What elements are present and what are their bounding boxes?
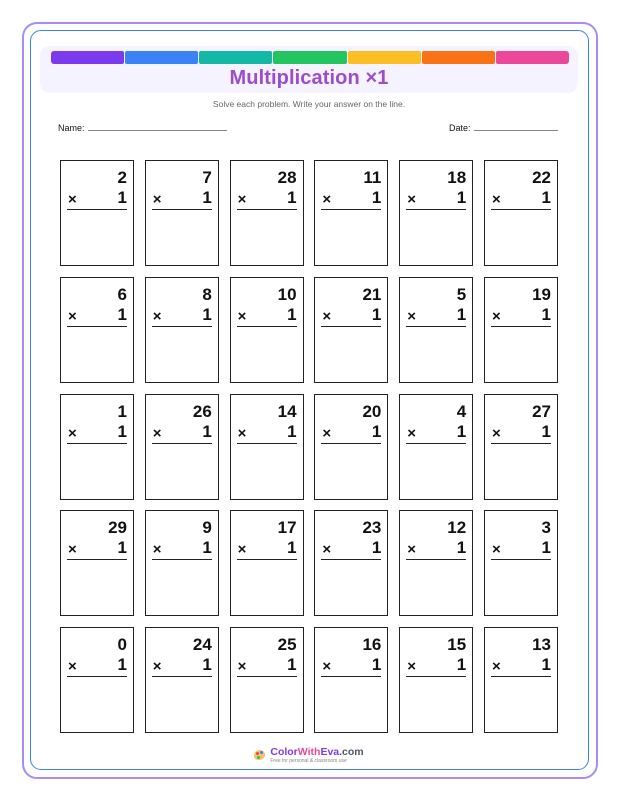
multiplicand: 23: [362, 518, 382, 538]
problem-card: [484, 510, 558, 616]
multiplicand: 3: [541, 518, 551, 538]
multiply-symbol: ×: [407, 658, 416, 676]
color-bar-segment: [273, 51, 346, 64]
multiply-symbol: ×: [237, 424, 247, 442]
problem-card: [399, 627, 473, 733]
multiply-symbol: ×: [152, 307, 162, 325]
answer-line[interactable]: [321, 443, 381, 444]
answer-line[interactable]: [406, 559, 466, 560]
multiply-symbol: ×: [68, 307, 77, 325]
multiplier: 1: [456, 538, 467, 558]
problem-card: [314, 394, 388, 500]
multiply-symbol: ×: [152, 424, 162, 442]
color-bar-segment: [199, 51, 272, 64]
multiplicand: 27: [532, 401, 551, 421]
answer-line[interactable]: [237, 676, 297, 677]
color-bar-segment: [348, 51, 421, 64]
multiplier: 1: [456, 421, 467, 441]
problem-card: [145, 627, 219, 733]
problem-card: [399, 394, 473, 500]
multiplier: 1: [202, 188, 212, 207]
multiply-symbol: ×: [322, 658, 332, 676]
multiplicand: 7: [202, 168, 212, 187]
answer-line[interactable]: [237, 209, 297, 210]
multiply-symbol: ×: [237, 541, 247, 559]
color-bar-segment: [422, 51, 495, 64]
multiply-symbol: ×: [491, 658, 501, 676]
multiplier: 1: [371, 304, 382, 324]
answer-line[interactable]: [491, 559, 551, 560]
answer-line[interactable]: [491, 443, 551, 444]
multiplier: 1: [541, 538, 551, 558]
multiply-symbol: ×: [322, 541, 332, 559]
answer-line[interactable]: [152, 326, 212, 327]
multiply-symbol: ×: [68, 658, 77, 676]
name-blank-line[interactable]: [88, 122, 227, 131]
multiplier: 1: [202, 538, 212, 558]
multiplier: 1: [117, 188, 127, 207]
multiplicand: 10: [277, 284, 297, 304]
multiplier: 1: [456, 188, 467, 207]
problem-card: [60, 510, 134, 616]
multiply-symbol: ×: [407, 191, 416, 208]
multiplicand: 0: [117, 635, 127, 655]
multiplier: 1: [202, 421, 212, 441]
multiply-symbol: ×: [237, 658, 247, 676]
problem-card: [60, 627, 134, 733]
answer-line[interactable]: [237, 326, 297, 327]
rainbow-color-bar: [51, 51, 569, 64]
date-label: Date:: [449, 123, 471, 133]
multiplier: 1: [541, 421, 551, 441]
problem-card: [314, 510, 388, 616]
brand-tagline: Free for personal & classroom use: [270, 757, 347, 764]
answer-line[interactable]: [237, 443, 297, 444]
multiplicand: 8: [202, 284, 212, 304]
date-field: [449, 122, 558, 133]
multiplier: 1: [456, 304, 467, 324]
multiplicand: 4: [456, 401, 467, 421]
problem-card: [484, 160, 558, 266]
multiplicand: 26: [192, 401, 212, 421]
multiply-symbol: ×: [322, 424, 332, 442]
multiplicand: 20: [362, 401, 382, 421]
multiplier: 1: [287, 655, 297, 675]
answer-line[interactable]: [491, 676, 551, 677]
multiply-symbol: ×: [237, 307, 247, 325]
answer-line[interactable]: [67, 326, 127, 327]
brand-logo[interactable]: [270, 747, 363, 764]
answer-line[interactable]: [152, 209, 212, 210]
answer-line[interactable]: [491, 209, 551, 210]
multiply-symbol: ×: [407, 424, 416, 442]
multiply-symbol: ×: [152, 541, 162, 559]
multiplicand: 17: [277, 518, 297, 538]
problem-card: [230, 277, 304, 383]
multiply-symbol: ×: [152, 191, 162, 208]
multiplicand: 21: [362, 284, 382, 304]
problem-card: [314, 160, 388, 266]
multiplicand: 24: [192, 635, 212, 655]
multiplicand: 25: [277, 635, 297, 655]
answer-line[interactable]: [67, 209, 127, 210]
problem-card: [60, 394, 134, 500]
multiplier: 1: [287, 304, 297, 324]
problem-card: [484, 394, 558, 500]
multiplier: 1: [117, 538, 127, 558]
problem-card: [60, 160, 134, 266]
name-label: Name:: [58, 123, 85, 133]
palette-icon: [254, 749, 266, 761]
multiplier: 1: [541, 655, 551, 675]
problem-card: [399, 160, 473, 266]
problem-card: [314, 627, 388, 733]
answer-line[interactable]: [491, 326, 551, 327]
multiplier: 1: [117, 421, 127, 441]
worksheet-title: Multiplication ×1: [229, 67, 389, 89]
answer-line[interactable]: [321, 209, 381, 210]
problem-card: [145, 277, 219, 383]
multiply-symbol: ×: [322, 307, 332, 325]
multiplier: 1: [541, 304, 551, 324]
answer-line[interactable]: [152, 443, 212, 444]
problem-card: [230, 627, 304, 733]
multiplicand: 2: [117, 168, 127, 187]
multiplier: 1: [287, 538, 297, 558]
multiplier: 1: [287, 188, 297, 207]
problem-card: [484, 627, 558, 733]
multiply-symbol: ×: [491, 541, 501, 559]
multiplier: 1: [117, 655, 127, 675]
brand-name: ColorWithEva.com: [270, 746, 364, 758]
answer-line[interactable]: [321, 676, 381, 677]
problem-card: [230, 394, 304, 500]
problem-card: [145, 394, 219, 500]
problem-card: [60, 277, 134, 383]
problem-card: [145, 160, 219, 266]
multiply-symbol: ×: [491, 424, 501, 442]
multiply-symbol: ×: [322, 191, 332, 208]
multiply-symbol: ×: [407, 307, 416, 325]
footer: [0, 747, 618, 764]
multiplier: 1: [371, 188, 382, 207]
multiplicand: 18: [447, 168, 467, 187]
answer-line[interactable]: [67, 559, 127, 560]
multiplicand: 14: [277, 401, 297, 421]
problem-card: [230, 160, 304, 266]
problem-card: [230, 510, 304, 616]
multiply-symbol: ×: [68, 191, 77, 208]
multiplier: 1: [117, 304, 127, 324]
answer-line[interactable]: [406, 676, 466, 677]
multiplicand: 13: [532, 635, 551, 655]
multiplicand: 6: [117, 284, 127, 304]
date-blank-line[interactable]: [474, 122, 558, 131]
multiply-symbol: ×: [152, 658, 162, 676]
problem-card: [399, 277, 473, 383]
multiplicand: 22: [532, 168, 551, 187]
multiplicand: 19: [532, 284, 551, 304]
problem-card: [314, 277, 388, 383]
multiplicand: 9: [202, 518, 212, 538]
problem-card: [484, 277, 558, 383]
multiplicand: 15: [447, 635, 467, 655]
answer-line[interactable]: [237, 559, 297, 560]
multiplier: 1: [371, 655, 382, 675]
multiplicand: 11: [363, 168, 382, 187]
answer-line[interactable]: [406, 209, 466, 210]
multiply-symbol: ×: [491, 307, 501, 325]
multiplier: 1: [541, 188, 551, 207]
answer-line[interactable]: [406, 326, 466, 327]
color-bar-segment: [125, 51, 198, 64]
color-bar-segment: [496, 51, 569, 64]
multiply-symbol: ×: [407, 541, 416, 559]
answer-line[interactable]: [152, 559, 212, 560]
multiplicand: 12: [447, 518, 467, 538]
multiplicand: 16: [362, 635, 382, 655]
multiply-symbol: ×: [68, 424, 77, 442]
multiplier: 1: [371, 421, 382, 441]
multiply-symbol: ×: [491, 191, 501, 208]
instructions-text: Solve each problem. Write your answer on the line.: [212, 99, 406, 109]
multiplicand: 29: [108, 518, 127, 538]
multiply-symbol: ×: [68, 541, 77, 559]
name-field: [58, 122, 227, 133]
answer-line[interactable]: [321, 326, 381, 327]
problem-card: [399, 510, 473, 616]
color-bar-segment: [51, 51, 124, 64]
answer-line[interactable]: [321, 559, 381, 560]
multiplier: 1: [371, 538, 382, 558]
answer-line[interactable]: [67, 443, 127, 444]
answer-line[interactable]: [406, 443, 466, 444]
multiplier: 1: [202, 304, 212, 324]
answer-line[interactable]: [152, 676, 212, 677]
multiplicand: 5: [456, 284, 467, 304]
multiplicand: 1: [117, 401, 127, 421]
multiplier: 1: [202, 655, 212, 675]
multiplier: 1: [287, 421, 297, 441]
problem-card: [145, 510, 219, 616]
problem-grid: [60, 160, 558, 733]
multiplicand: 28: [277, 168, 297, 187]
multiplier: 1: [456, 655, 467, 675]
multiply-symbol: ×: [237, 191, 247, 208]
answer-line[interactable]: [67, 676, 127, 677]
